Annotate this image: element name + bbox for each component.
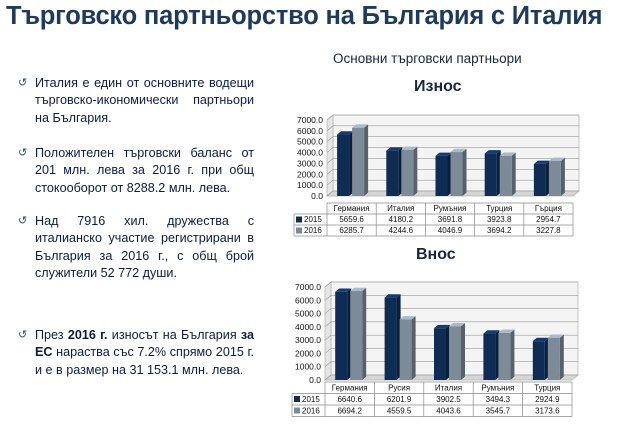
data-value-label: 2954.7 (536, 215, 561, 224)
import-chart-title: Внос (416, 246, 456, 263)
chart-side-wall (325, 282, 331, 380)
data-value-label: 6201.9 (386, 395, 412, 404)
category-label: Италия (434, 383, 463, 393)
data-value-label: 4180.2 (388, 215, 414, 224)
loop-arrow-icon: ↺ (18, 215, 28, 227)
bar-2015 (385, 298, 397, 380)
series-name: 2016 (304, 226, 322, 235)
bar-2015 (434, 328, 446, 380)
bar-2015 (533, 341, 545, 380)
category-label: Турция (534, 383, 561, 393)
bar-2015 (483, 334, 495, 380)
bar-2016 (350, 291, 362, 380)
loop-arrow-icon: ↺ (18, 147, 28, 159)
data-value-label: 4244.6 (388, 226, 414, 235)
y-tick-label: 4000.0 (297, 147, 323, 158)
data-value-label: 4043.6 (436, 406, 461, 416)
series-name: 2015 (304, 215, 322, 224)
y-tick-label: 0.0 (311, 191, 323, 201)
bar-2015 (335, 292, 347, 380)
category-label: Италия (387, 204, 415, 213)
data-value-label: 3545.7 (485, 406, 511, 416)
bar-2016 (400, 319, 412, 380)
category-label: Турция (486, 204, 513, 213)
page-title: Търговско партньорство на България с Италия (6, 2, 603, 30)
bullet-text-part: През (35, 328, 68, 342)
y-tick-label: 0.0 (309, 375, 321, 385)
y-tick-label: 6000.0 (295, 295, 321, 306)
bullet-bold-text: 2016 г. (67, 328, 108, 342)
bullet-text-part: Над 7916 хил. дружества с италианско участие регистрирани в България за 2016 г., с общ брой служители 52 772 души. (35, 214, 254, 281)
bullet-text-part: износът на България (107, 328, 241, 342)
y-tick-label: 3000.0 (295, 335, 321, 346)
bar-side (560, 335, 564, 380)
bullet-text-part: Италия е един от основните водещи търговско-икономически партньори на България. (35, 76, 254, 125)
export-chart-title: Износ (414, 78, 462, 95)
data-value-label: 6285.7 (339, 226, 364, 235)
data-value-label: 5659.6 (339, 215, 364, 224)
y-tick-label: 5000.0 (295, 308, 321, 319)
category-label: Германия (331, 383, 368, 393)
loop-arrow-icon: ↺ (18, 77, 28, 89)
category-label: Румъния (433, 204, 467, 213)
y-tick-label: 1000.0 (295, 361, 321, 372)
bar-2016 (449, 326, 461, 380)
bullet-text-part: нараства със 7.2% спрямо 2015 г. и е в размер на 31 153.1 млн. лева. (35, 345, 254, 377)
bar-2016 (548, 338, 560, 380)
bar-side (461, 323, 465, 380)
bullet-text-part: Положителен търговски баланс от 201 млн. лева за 2016 г. при общ стокооборот от 8288.2 млн. лева. (35, 146, 254, 195)
bar-side (362, 288, 366, 380)
loop-arrow-icon: ↺ (18, 329, 28, 341)
data-value-label: 3494.3 (485, 395, 511, 404)
data-value-label: 3691.8 (437, 215, 463, 224)
y-tick-label: 2000.0 (295, 348, 321, 359)
y-tick-label: 1000.0 (297, 180, 323, 191)
y-tick-label: 7000.0 (295, 282, 321, 292)
y-tick-label: 5000.0 (297, 136, 323, 147)
y-tick-label: 7000.0 (297, 115, 323, 125)
y-tick-label: 2000.0 (297, 169, 323, 180)
category-label: Румъния (481, 383, 515, 393)
data-value-label: 3694.2 (486, 226, 512, 235)
bar-side (412, 316, 416, 380)
bar-2016 (498, 333, 510, 380)
y-tick-label: 6000.0 (297, 125, 323, 136)
y-tick-label: 4000.0 (295, 321, 321, 332)
data-value-label: 3227.8 (536, 226, 561, 235)
category-label: Гърция (534, 204, 562, 213)
series-name: 2016 (302, 406, 320, 416)
data-value-label: 3923.8 (486, 215, 512, 224)
data-value-label: 3173.6 (535, 406, 560, 416)
category-label: Русия (388, 383, 411, 393)
data-value-label: 2924.9 (535, 395, 560, 404)
data-value-label: 3902.5 (436, 395, 461, 404)
data-value-label: 4559.5 (386, 406, 412, 416)
partners-title: Основни търговски партньори (333, 51, 522, 66)
bullet-bold-text: за ЕС (35, 328, 254, 360)
category-label: Германия (333, 204, 370, 213)
series-name: 2015 (302, 395, 320, 404)
data-value-label: 6694.2 (337, 406, 362, 416)
y-tick-label: 3000.0 (297, 158, 323, 169)
data-value-label: 6640.6 (337, 395, 362, 404)
bar-side (510, 330, 514, 380)
data-value-label: 4046.9 (437, 226, 463, 235)
legend-key-2016 (294, 408, 300, 414)
legend-key-2015 (294, 396, 300, 402)
